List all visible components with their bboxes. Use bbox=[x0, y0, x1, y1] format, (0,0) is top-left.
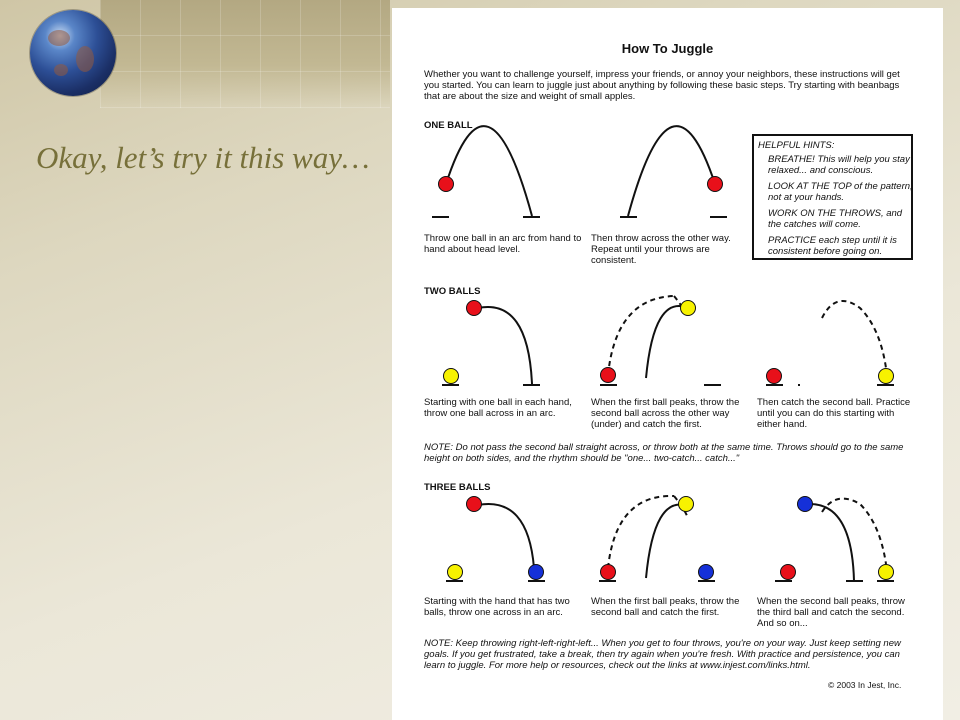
note-two-balls: NOTE: Do not pass the second ball straight across, or throw both at the same time. Throws should go to the same height on both sides, and the rhythm should be "one... two-catch... catch..." bbox=[424, 442, 904, 464]
red-ball bbox=[467, 497, 482, 512]
blue-ball bbox=[529, 565, 544, 580]
blue-ball bbox=[798, 497, 813, 512]
throw-arc bbox=[646, 505, 688, 579]
yellow-ball bbox=[879, 369, 894, 384]
yellow-ball bbox=[879, 565, 894, 580]
world-map-banner bbox=[100, 0, 390, 108]
yellow-ball bbox=[681, 301, 696, 316]
copyright: © 2003 In Jest, Inc. bbox=[828, 680, 902, 690]
throw-arc bbox=[646, 306, 688, 378]
yellow-ball bbox=[444, 369, 459, 384]
section-heading-one-ball: ONE BALL bbox=[424, 120, 473, 131]
slide-heading: Okay, let’s try it this way… bbox=[36, 140, 370, 175]
hint-item: BREATHE! This will help you stay relaxed... and conscious. bbox=[768, 154, 910, 176]
blue-ball bbox=[699, 565, 714, 580]
page-title: How To Juggle bbox=[621, 41, 714, 56]
dashed-arc bbox=[822, 301, 886, 368]
note-three-balls: NOTE: Keep throwing right-left-right-left... When you get to four throws, you're on your way. Just keep setting new goals. If you get frustrated, take a break, then try again when you're fresh. With practice and persistence, you can learn to juggle. For more help or resources, check out the links at www.injest.com/links.html. bbox=[424, 638, 901, 671]
caption-two-balls-2: When the first ball peaks, throw the second ball across the other way (under) and catch the first. bbox=[591, 397, 740, 430]
dashed-arc bbox=[608, 496, 674, 568]
caption-three-balls-2: When the first ball peaks, throw the second ball and catch the first. bbox=[591, 596, 740, 618]
caption-one-ball-1: Throw one ball in an arc from hand to hand about head level. bbox=[424, 233, 582, 255]
red-ball bbox=[601, 368, 616, 383]
juggling-instruction-sheet bbox=[392, 8, 943, 720]
dashed-arc bbox=[822, 499, 886, 564]
throw-arc bbox=[628, 126, 715, 216]
hint-item: WORK ON THE THROWS, and the catches will come. bbox=[768, 208, 903, 230]
hint-item: LOOK AT THE TOP of the pattern, not at your hands. bbox=[768, 181, 913, 203]
throw-arc bbox=[478, 307, 532, 384]
red-ball bbox=[439, 177, 454, 192]
hints-title: HELPFUL HINTS: bbox=[758, 140, 835, 151]
caption-two-balls-3: Then catch the second ball. Practice until you can do this starting with either hand. bbox=[757, 397, 911, 430]
section-heading-two-balls: TWO BALLS bbox=[424, 286, 481, 297]
throw-arc bbox=[810, 504, 854, 581]
caption-three-balls-1: Starting with the hand that has two balls, throw one across in an arc. bbox=[424, 596, 570, 618]
throw-arc bbox=[446, 126, 532, 216]
red-ball bbox=[781, 565, 796, 580]
red-ball bbox=[767, 369, 782, 384]
globe-icon bbox=[30, 10, 116, 96]
throw-arc bbox=[478, 504, 534, 568]
intro-paragraph: Whether you want to challenge yourself, impress your friends, or annoy your neighbors, these instructions will get you started. You can learn to juggle just about anything by following these basic steps. Try starting with beanbags that are about the size and weight of small apples. bbox=[424, 69, 900, 102]
red-ball bbox=[467, 301, 482, 316]
yellow-ball bbox=[679, 497, 694, 512]
section-heading-three-balls: THREE BALLS bbox=[424, 482, 491, 493]
caption-two-balls-1: Starting with one ball in each hand, throw one ball across in an arc. bbox=[424, 397, 572, 419]
yellow-ball bbox=[448, 565, 463, 580]
red-ball bbox=[601, 565, 616, 580]
hint-item: PRACTICE each step until it is consistent before going on. bbox=[768, 235, 897, 257]
red-ball bbox=[708, 177, 723, 192]
dashed-arc bbox=[608, 296, 674, 375]
caption-one-ball-2: Then throw across the other way. Repeat until your throws are consistent. bbox=[591, 233, 731, 266]
caption-three-balls-3: When the second ball peaks, throw the third ball and catch the second. And so on... bbox=[757, 596, 905, 629]
juggling-diagrams bbox=[392, 8, 943, 720]
